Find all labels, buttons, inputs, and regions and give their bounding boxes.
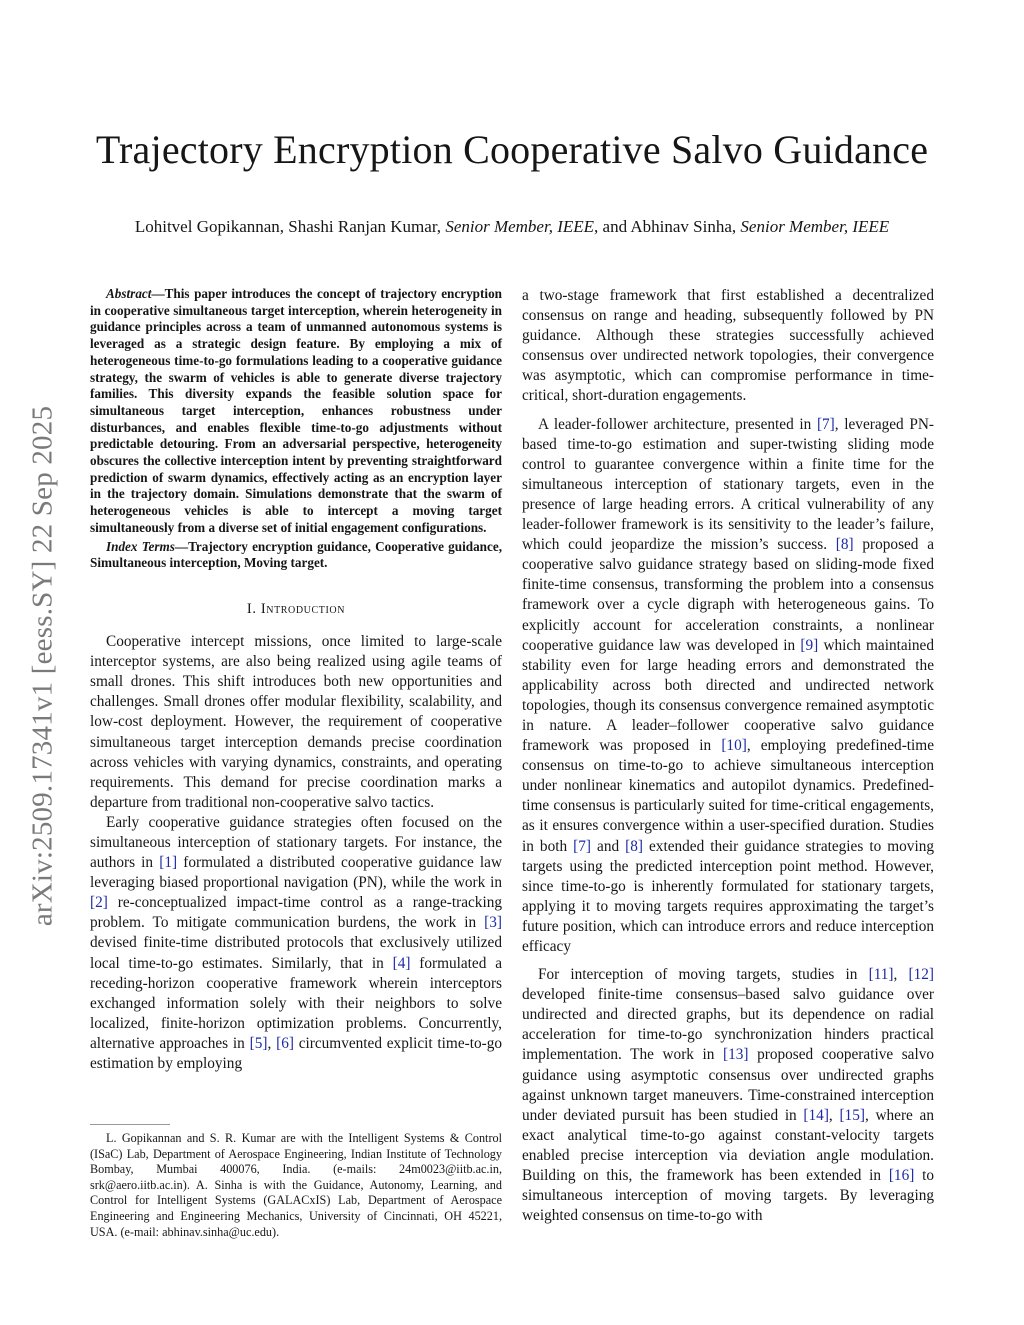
arxiv-identifier bbox=[26, 360, 60, 972]
text-run: , where an exact analytical time-to-go against constant-velocity targets enabled precise interception via deviation angle modulation. Building on this, the framework has been extended in bbox=[522, 1106, 934, 1185]
abstract-label: Abstract bbox=[106, 286, 152, 301]
citation-link-1[interactable]: [1] bbox=[159, 854, 178, 872]
text-run: re-conceptualized impact-time control as a range-tracking problem. To mitigate communication burdens, the work in bbox=[90, 894, 502, 932]
citation-link-12[interactable]: [12] bbox=[908, 966, 934, 984]
author-names-2: , and Abhinav Sinha, bbox=[594, 217, 737, 236]
section-heading-introduction bbox=[90, 599, 502, 619]
text-run: to simultaneous interception of moving targets. By leveraging weighted consensus on time-to-go with bbox=[522, 1167, 934, 1225]
left-column bbox=[90, 286, 502, 1074]
author-role-2: Senior Member, IEEE bbox=[740, 217, 890, 236]
citation-link-16[interactable]: [16] bbox=[888, 1167, 915, 1185]
right-paragraph-2 bbox=[522, 415, 934, 958]
citation-link-11[interactable]: [11] bbox=[868, 966, 894, 984]
text-run: , bbox=[267, 1034, 277, 1052]
intro-paragraph-1: Cooperative intercept missions, once limited to large-scale interceptor systems, are also being realized using agile teams of small drones. This shift introduces both new opportunities and challenges. Small drones offer modular flexibility, scalability, and low-cost deployment. However, the requirement of cooperative simultaneous target interception demands precise coordination across vehicles with varying dynamics, constraints, and operating requirements. This demand for precise coordination marks a departure from traditional non-cooperative salvo tactics. bbox=[90, 633, 502, 811]
text-run: proposed cooperative salvo guidance using asymptotic consensus over undirected graphs against unknown target maneuvers. Time-constrained interception under deviated pursuit has been studied in bbox=[522, 1046, 935, 1124]
author-role-1: Senior Member, IEEE bbox=[445, 217, 595, 236]
text-run: developed finite-time consensus–based salvo guidance over undirected and directed graphs, but its dependence on radial acceleration for time-to-go synchronization hinders practical implementation. The work in bbox=[522, 986, 934, 1064]
text-run: For interception of moving targets, studies in bbox=[538, 966, 869, 984]
citation-link-6[interactable]: [6] bbox=[276, 1034, 294, 1052]
citation-link-10[interactable]: [10] bbox=[721, 737, 747, 755]
citation-link-13[interactable]: [13] bbox=[723, 1046, 749, 1064]
index-terms-text: —Trajectory encryption guidance, Cooperative guidance, Simultaneous interception, Moving target. bbox=[90, 538, 502, 571]
text-run: and bbox=[591, 837, 626, 855]
text-run: formulated a receding-horizon cooperative framework wherein interceptors exchanged information solely with their neighbors to solve localized, finite-horizon optimization problems. Concurrently, alternative approaches in bbox=[90, 954, 502, 1052]
paper-title: Trajectory Encryption Cooperative Salvo Guidance bbox=[95, 127, 929, 172]
text-run: circumvented explicit time-to-go estimation by employing bbox=[90, 1034, 503, 1073]
text-run: , bbox=[828, 1106, 840, 1124]
section-number: I. bbox=[246, 600, 261, 617]
text-run: proposed a cooperative salvo guidance strategy based on sliding-mode fixed finite-time consensus, transforming the problem into a consensus framework over a cycle digraph with heterogeneous gains. To explicitly account for acceleration constraints, a nonlinear cooperative guidance law was developed in bbox=[522, 536, 934, 654]
abstract-text: —This paper introduces the concept of trajectory encryption in cooperative simultaneous target interception, wherein heterogeneity in guidance principles across a team of unmanned autonomous systems is leveraged as a strategic design feature. By employing a mix of heterogeneous time-to-go formulations leading to a cooperative guidance strategy, the swarm of vehicles is able to generate diverse trajectory families. This diversity expands the feasible solution space for simultaneous target interception, enhances robustness under disturbances, and enables flexible time-to-go adjustments without predictable detouring. From an adversarial perspective, heterogeneity obscures the collective interception intent by preventing straightforward prediction of swarm dynamics, effectively acting as an encryption layer in the trajectory domain. Simulations demonstrate that the swarm of heterogeneous vehicles is able to intercept a moving target simultaneously from a diverse set of initial engagement configurations. bbox=[90, 286, 502, 535]
citation-link-5[interactable]: [5] bbox=[249, 1034, 268, 1052]
index-terms bbox=[90, 539, 502, 572]
text-run: extended their guidance strategies to moving targets using the predicted interception point method. However, since time-to-go is inherently formulated for stationary targets, applying it to moving targets requires approximating the target’s future position, which can introduce errors and reduce interception efficacy bbox=[522, 837, 934, 955]
text-run: , leveraged PN-based time-to-go estimation and super-twisting sliding mode control to guarantee convergence within a finite time for the simultaneous interception of stationary targets, even in the presence of large heading errors. A critical vulnerability of any leader-follower framework is its sensitivity to the leader’s failure, which could jeopardize the mission’s success. bbox=[522, 415, 934, 554]
section-title: Introduction bbox=[260, 600, 346, 617]
text-run: Early cooperative guidance strategies often focused on the simultaneous interception of stationary targets. For instance, the authors in bbox=[90, 813, 502, 872]
text-run: formulated a distributed cooperative guidance law leveraging biased proportional navigation (PN), while the work in bbox=[90, 854, 502, 892]
citation-link-2[interactable]: [2] bbox=[90, 894, 108, 912]
citation-link-7[interactable]: [7] bbox=[816, 415, 835, 433]
author-line bbox=[0, 217, 1024, 237]
citation-link-9[interactable]: [9] bbox=[800, 636, 819, 654]
citation-link-15[interactable]: [15] bbox=[839, 1106, 865, 1124]
index-terms-label: Index Terms bbox=[106, 538, 175, 554]
intro-paragraph-2 bbox=[90, 813, 502, 1074]
citation-link-3[interactable]: [3] bbox=[484, 914, 502, 932]
citation-link-4[interactable]: [4] bbox=[392, 954, 411, 972]
text-run: A leader-follower architecture, presented in bbox=[538, 415, 817, 433]
abstract bbox=[90, 286, 502, 537]
text-run: which maintained stability even for large heading errors and demonstrated the applicability across both directed and undirected network topologies, though its consensus convergence remained asymptotic in nature. A leader–follower cooperative salvo guidance framework was proposed in bbox=[522, 636, 934, 755]
right-paragraph-1: a two-stage framework that first established a decentralized consensus on range and heading, subsequently followed by PN guidance. Although these strategies successfully achieved consensus over undirected network topologies, their convergence was asymptotic, which can compromise performance in time-critical, short-duration engagements. bbox=[522, 287, 934, 405]
affiliation-footnote: L. Gopikannan and S. R. Kumar are with the Intelligent Systems & Control (ISaC) Lab, Department of Aerospace Engineering, Indian Institute of Technology Bombay, Mumbai 400076, India. (e-mails: 24m0023@iitb.ac.in, srk@aero.iitb.ac.in). A. Sinha is with the Guidance, Autonomy, Learning, and Control for Intelligent Systems (GALACxIS) Lab, Department of Aerospace Engineering and Engineering Mechanics, University of Cincinnati, OH 45221, USA. (e-mail: abhinav.sinha@uc.edu). bbox=[90, 1131, 502, 1239]
citation-link-8[interactable]: [8] bbox=[835, 536, 854, 554]
text-run: , bbox=[893, 966, 909, 984]
citation-link-14[interactable]: [14] bbox=[803, 1106, 829, 1124]
author-names-1: Lohitvel Gopikannan, Shashi Ranjan Kumar, bbox=[134, 217, 442, 236]
text-run: , employing predefined-time consensus on time-to-go to achieve simultaneous interception under nonlinear kinematics and autopilot dynamics. Predefined-time consensus is particularly suited for time-critical engagements, as it ensures convergence within a user-specified duration. Studies in both bbox=[522, 737, 934, 855]
footnote-rule bbox=[90, 1124, 170, 1125]
citation-link-8b[interactable]: [8] bbox=[625, 837, 643, 855]
right-column bbox=[522, 286, 934, 1226]
text-run: devised finite-time distributed protocols that exclusively utilized local time-to-go estimates. Similarly, that in bbox=[90, 934, 502, 972]
arxiv-identifier-text: arXiv:2509.17341v1 [eess.SY] 22 Sep 2025 bbox=[26, 405, 59, 927]
citation-link-7b[interactable]: [7] bbox=[573, 837, 591, 855]
right-paragraph-3 bbox=[522, 965, 934, 1226]
